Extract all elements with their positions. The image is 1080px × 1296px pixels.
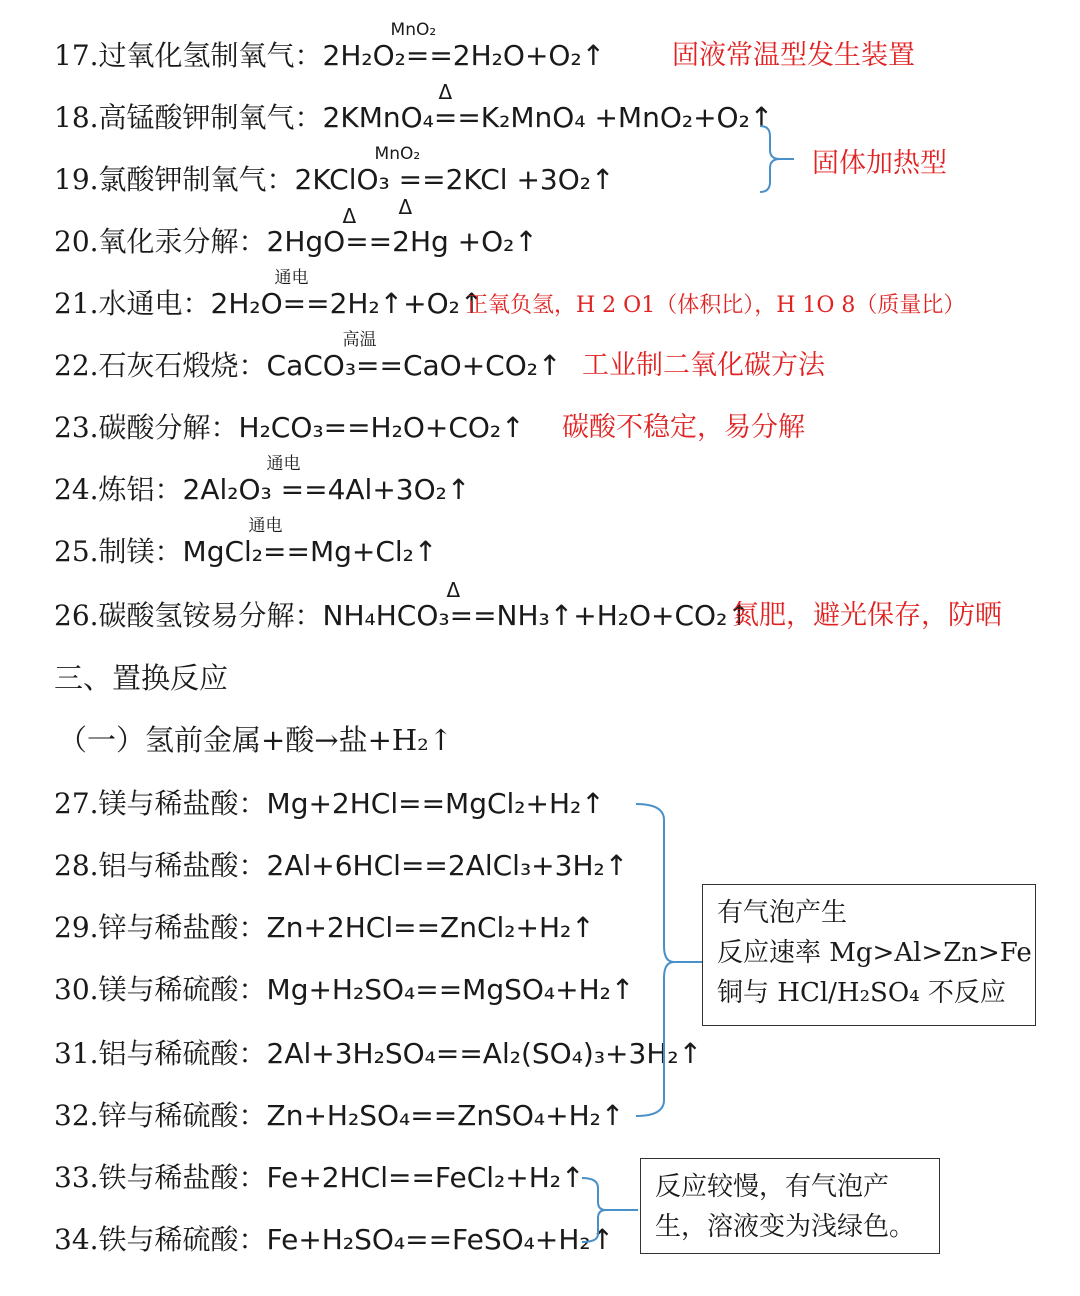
reaction-condition: 通电 (266, 454, 301, 474)
reaction-equation: Δ NH₄HCO₃==NH₃↑+H₂O+CO₂↑ (322, 578, 751, 632)
reaction-32 (54, 1096, 624, 1136)
reaction-30 (54, 970, 634, 1010)
reaction-label: 22.石灰石煅烧： (54, 349, 267, 382)
reaction-equation: MnO₂ 2KClO₃ ==2KCl +3O₂↑ Δ (294, 144, 615, 219)
observation-box-1 (702, 884, 1036, 1026)
reaction-equation: 通电 2Al₂O₃ ==4Al+3O₂↑ (182, 454, 471, 506)
reaction-label: 34.铁与稀硫酸： (54, 1223, 267, 1256)
reaction-label: 17.过氧化氢制氧气： (54, 39, 323, 72)
reaction-label: 26.碳酸氢铵易分解： (54, 599, 323, 632)
reaction-equation: MnO₂ 2H₂O₂==2H₂O+O₂↑ (322, 20, 606, 72)
reaction-equation: 通电 2H₂O==2H₂↑+O₂↑ (210, 268, 484, 320)
brace-iron (580, 1176, 640, 1246)
reaction-17 (54, 20, 606, 76)
reaction-condition: Δ (438, 80, 453, 104)
solid-heating-note: 固体加热型 (812, 148, 947, 179)
reaction-equation: 2Al+3H₂SO₄==Al₂(SO₄)₃+3H₂↑ (266, 1037, 703, 1070)
reaction-22 (54, 330, 562, 386)
reaction-equation: Δ 2KMnO₄==K₂MnO₄ +MnO₂+O₂↑ (322, 80, 774, 134)
reaction-condition: MnO₂ (390, 20, 437, 40)
reaction-condition: MnO₂ (374, 144, 421, 164)
reaction-33 (54, 1158, 584, 1198)
observation-box-2 (640, 1158, 940, 1254)
reaction-note: 正氧负氢，H 2 O1（体积比），H 1O 8（质量比） (466, 293, 966, 318)
reaction-equation: H₂CO₃==H₂O+CO₂↑ (238, 411, 525, 444)
reaction-condition: Δ (342, 204, 357, 228)
reaction-equation: 高温 CaCO₃==CaO+CO₂↑ (266, 330, 562, 382)
reaction-label: 28.铝与稀盐酸： (54, 849, 267, 882)
reaction-label: 23.碳酸分解： (54, 411, 239, 444)
reaction-25 (54, 516, 438, 572)
reaction-equation: Δ 2HgO==2Hg +O₂↑ (266, 204, 538, 258)
reaction-condition: 通电 (274, 268, 309, 288)
reaction-label: 33.铁与稀盐酸： (54, 1161, 267, 1194)
reaction-note: 固液常温型发生装置 (672, 40, 915, 71)
reaction-label: 25.制镁： (54, 535, 183, 568)
reaction-31 (54, 1034, 702, 1074)
reaction-label: 24.炼铝： (54, 473, 183, 506)
reaction-29 (54, 908, 595, 948)
brace-solid-heating (758, 124, 798, 194)
reaction-equation: 2Al+6HCl==2AlCl₃+3H₂↑ (266, 849, 629, 882)
reaction-20 (54, 204, 538, 262)
reaction-21 (54, 268, 484, 324)
box-line: 反应速率 Mg>Al>Zn>Fe (717, 938, 1032, 968)
reaction-condition: 通电 (248, 516, 283, 536)
reaction-label: 20.氧化汞分解： (54, 225, 267, 258)
reaction-equation: 通电 MgCl₂==Mg+Cl₂↑ (182, 516, 438, 568)
subsection-title: （一）氢前金属+酸→盐+H₂↑ (58, 723, 454, 757)
reaction-27 (54, 784, 605, 824)
reaction-label: 30.镁与稀硫酸： (54, 973, 267, 1006)
reaction-19 (54, 144, 615, 219)
reaction-28 (54, 846, 628, 886)
reaction-label: 31.铝与稀硫酸： (54, 1037, 267, 1070)
reaction-condition: Δ (446, 578, 461, 602)
section-title: 三、置换反应 (54, 661, 229, 695)
reaction-note: 碳酸不稳定，易分解 (562, 412, 805, 443)
reaction-26 (54, 578, 751, 636)
reaction-note: 氮肥，避光保存，防晒 (732, 600, 1002, 631)
reaction-equation: Mg+H₂SO₄==MgSO₄+H₂↑ (266, 973, 635, 1006)
box-line: 反应较慢，有气泡产 (655, 1172, 890, 1202)
reaction-label: 18.高锰酸钾制氧气： (54, 101, 323, 134)
box-line: 有气泡产生 (717, 898, 848, 928)
reaction-condition-below: Δ (398, 195, 413, 219)
reaction-label: 19.氯酸钾制氧气： (54, 163, 295, 196)
box-line: 生，溶液变为浅绿色。 (655, 1212, 916, 1242)
reaction-condition: 高温 (342, 330, 377, 350)
reaction-equation: Zn+H₂SO₄==ZnSO₄+H₂↑ (266, 1099, 625, 1132)
brace-hydrogen-metals (634, 800, 704, 1120)
reaction-label: 32.锌与稀硫酸： (54, 1099, 267, 1132)
box-line: 铜与 HCl/H₂SO₄ 不反应 (717, 978, 1006, 1008)
reaction-equation: Fe+H₂SO₄==FeSO₄+H₂↑ (266, 1223, 615, 1256)
reaction-equation: Fe+2HCl==FeCl₂+H₂↑ (266, 1161, 585, 1194)
reaction-equation: Zn+2HCl==ZnCl₂+H₂↑ (266, 911, 595, 944)
reaction-23 (54, 408, 525, 448)
reaction-34 (54, 1220, 614, 1260)
reaction-label: 27.镁与稀盐酸： (54, 787, 267, 820)
reaction-equation: Mg+2HCl==MgCl₂+H₂↑ (266, 787, 605, 820)
reaction-label: 29.锌与稀盐酸： (54, 911, 267, 944)
reaction-24 (54, 454, 471, 510)
reaction-18 (54, 80, 774, 138)
reaction-note: 工业制二氧化碳方法 (582, 350, 825, 381)
reaction-label: 21.水通电： (54, 287, 211, 320)
